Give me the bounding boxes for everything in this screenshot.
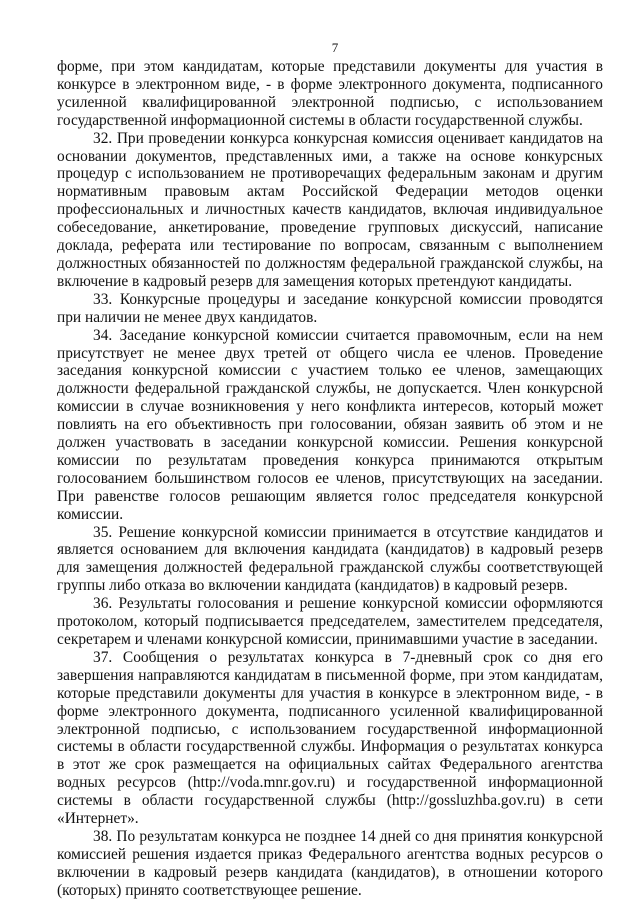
paragraph-37: 37. Сообщения о результатах конкурса в 7-дневный срок со дня его завершения направляются кандидатам в письменной форме, при этом кандидатам, которые представили документы для участия в конкурсе в электронном виде, - в форме электронного документа, подписанного усиленной квалифицированной электронной подписью, с использованием государственной информационной системы в области государственной службы. Информация о результатах конкурса в этот же срок размещается на официальных сайтах Федерального агентства водных ресурсов (http://voda.mnr.gov.ru) и государственной информационной системы в области государственной службы (http://gossluzhba.gov.ru) в сети «Интернет». (57, 648, 603, 828)
paragraph-35: 35. Решение конкурсной комиссии принимается в отсутствие кандидатов и является основанием для включения кандидата (кандидатов) в кадровый резерв для замещения должностей федеральной гражданской службы соответствующей группы либо отказа во включении кандидата (кандидатов) в кадровый резерв. (57, 523, 603, 595)
paragraph-31-continuation: форме, при этом кандидатам, которые представили документы для участия в конкурсе в электронном виде, - в форме электронного документа, подписанного усиленной квалифицированной электронной подписью, с использованием государственной информационной системы в области государственной службы. (57, 58, 603, 129)
paragraph-32: 32. При проведении конкурса конкурсная комиссия оценивает кандидатов на основании документов, представленных ими, а также на основе конкурсных процедур с использованием не противоречащих федеральным законам и другим нормативным правовым актам Российской Федерации методов оценки профессиональных и личностных качеств кандидатов, включая индивидуальное собеседование, анкетирование, проведение групповых дискуссий, написание доклада, реферата или тестирование по вопросам, связанным с выполнением должностных обязанностей по должностям федеральной гражданской службы, на включение в кадровый резерв для замещения которых претендуют кандидаты. (57, 129, 603, 290)
document-body (57, 58, 603, 900)
paragraph-33: 33. Конкурсные процедуры и заседание конкурсной комиссии проводятся при наличии не менее двух кандидатов. (57, 290, 603, 326)
page-number: 7 (331, 40, 339, 55)
paragraph-34: 34. Заседание конкурсной комиссии считается правомочным, если на нем присутствует не менее двух третей от общего числа ее членов. Проведение заседания конкурсной комиссии с участием только ее членов, замещающих должности федеральной гражданской службы, не допускается. Член конкурсной комиссии в случае возникновения у него конфликта интересов, который может повлиять на его объективность при голосовании, обязан заявить об этом и не должен участвовать в заседании конкурсной комиссии. Решения конкурсной комиссии по результатам проведения конкурса принимаются открытым голосованием большинством голосов ее членов, присутствующих на заседании. При равенстве голосов решающим является голос председателя конкурсной комиссии. (57, 326, 603, 523)
paragraph-38: 38. По результатам конкурса не позднее 14 дней со дня принятия конкурсной комиссией решения издается приказ Федерального агентства водных ресурсов о включении в кадровый резерв кандидата (кандидатов), в отношении которого (которых) принято соответствующее решение. (57, 827, 603, 899)
paragraph-36: 36. Результаты голосования и решение конкурсной комиссии оформляются протоколом, который подписывается председателем, заместителем председателя, секретарем и членами конкурсной комиссии, принимавшими участие в заседании. (57, 595, 603, 648)
